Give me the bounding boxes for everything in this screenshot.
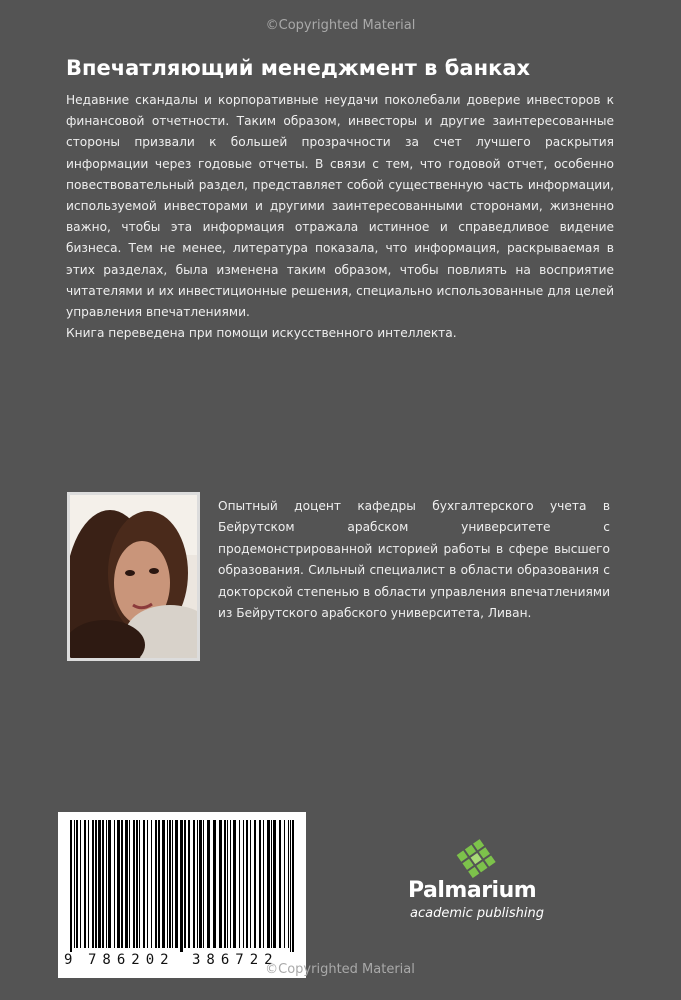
- translation-note: Книга переведена при помощи искусственного интеллекта.: [66, 326, 457, 341]
- publisher-logo: [398, 838, 558, 928]
- isbn-digit-group-left: 786202: [88, 952, 175, 968]
- description-text: Недавние скандалы и корпоративные неудачи поколебали доверие инвесторов к финансовой отчетности. Таким образом, инвесторы и другие заинтересованные стороны призвали к большей прозрачности за счет лучшего раскрытия информации через годовые отчеты. В связи с тем, что годовой отчет, особенно повествовательный раздел, представляет собой существенную часть информации, используемой инвесторами и другими заинтересованными сторонами, жизненно важно, чтобы эта информация отражала истинное и справедливое видение бизнеса. Тем не менее, литература показала, что информация, раскрываемая в этих разделах, была изменена таким образом, чтобы повлиять на восприятие читателями и их инвестиционные решения, специально использованные для целей управления впечатлениями.: [66, 93, 614, 320]
- barcode-bars: [58, 812, 306, 952]
- author-bio: Опытный доцент кафедры бухгалтерского учета в Бейрутском арабском университете с продемонстрированной историей работы в сфере высшего образования. Сильный специалист в области образования с докторской степенью в области управления впечатлениями из Бейрутского арабского университета, Ливан.: [218, 499, 610, 621]
- isbn-barcode: [58, 812, 306, 978]
- book-title: Впечатляющий менеджмент в банках: [66, 56, 531, 80]
- publisher-tagline: academic publishing: [410, 906, 544, 921]
- author-photo: [67, 492, 200, 661]
- stacked-squares-icon: [456, 838, 498, 878]
- author-portrait-image: [70, 495, 197, 658]
- watermark-top: ©Copyrighted Material: [265, 18, 416, 33]
- isbn-digit-group-right: 386722: [192, 952, 279, 968]
- book-description: [66, 90, 614, 344]
- isbn-digit-prefix: 9: [64, 952, 73, 968]
- watermark-bottom: ©Copyrighted Material: [265, 962, 415, 977]
- publisher-name: Palmarium: [408, 878, 537, 903]
